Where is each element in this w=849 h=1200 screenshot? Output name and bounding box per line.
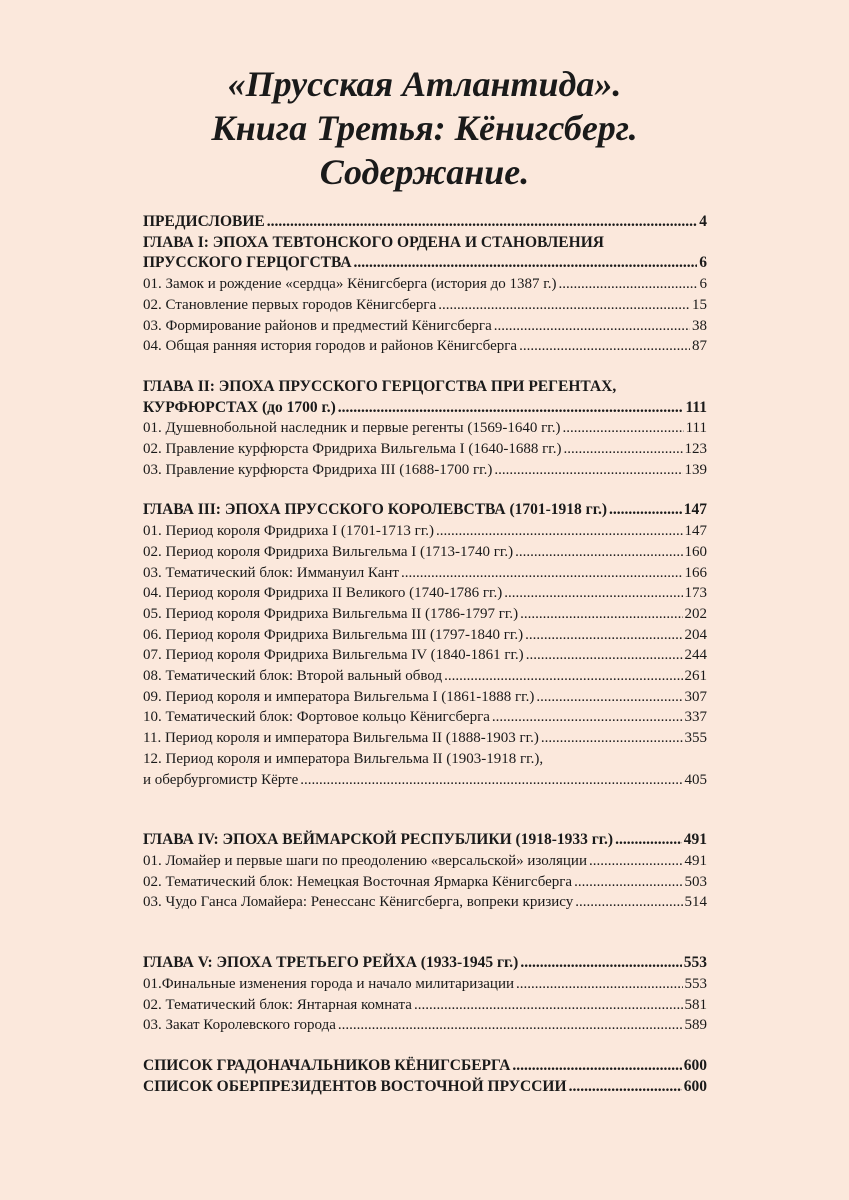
toc-entry-page: 166 <box>684 564 707 581</box>
toc-chapter-1-heading[interactable]: ГЛАВА I: ЭПОХА ТЕВТОНСКОГО ОРДЕНА И СТАНОВЛЕНИЯ <box>143 233 604 251</box>
dot-leader <box>520 604 682 625</box>
spacer <box>143 480 707 500</box>
toc-item[interactable] <box>143 666 707 687</box>
toc-chapter-5[interactable] <box>143 953 707 974</box>
toc-item[interactable] <box>143 295 707 316</box>
toc-entry-page: 307 <box>684 688 707 705</box>
toc-entry-label: 10. Тематический блок: Фортовое кольцо Кёнигсберга <box>143 709 490 726</box>
toc-item[interactable] <box>143 645 707 666</box>
toc-item[interactable] <box>143 563 707 584</box>
toc-entry-label: СПИСОК ГРАДОНАЧАЛЬНИКОВ КЁНИГСБЕРГА <box>143 1056 511 1074</box>
dot-leader <box>569 1077 682 1098</box>
toc-item[interactable] <box>143 707 707 728</box>
toc-item[interactable] <box>143 872 707 893</box>
toc-item[interactable] <box>143 974 707 995</box>
toc-entry-page: 87 <box>692 338 707 355</box>
toc-entry-page: 204 <box>684 626 707 643</box>
toc-entry-page: 123 <box>684 441 707 458</box>
spacer <box>143 790 707 830</box>
toc-entry-page: 111 <box>685 420 707 437</box>
toc-item[interactable] <box>143 274 707 295</box>
toc-item[interactable] <box>143 460 707 481</box>
toc-entry-page: 589 <box>684 1017 707 1034</box>
toc-entry-label: 03. Закат Королевского города <box>143 1017 336 1034</box>
toc-chapter-4[interactable] <box>143 830 707 851</box>
toc-entry-label: 03. Чудо Ганса Ломайера: Ренессанс Кёнигсберга, вопреки кризису <box>143 894 574 911</box>
toc-entry-page: 600 <box>683 1056 707 1074</box>
spacer <box>143 357 707 377</box>
toc-entry-label: 02. Становление первых городов Кёнигсберга <box>143 296 437 313</box>
toc-item[interactable] <box>143 583 707 604</box>
toc-entry-label: 03. Формирование районов и предместий Кёнигсберга <box>143 317 492 334</box>
toc-entry-label: 01. Душевнобольной наследник и первые регенты (1569-1640 гг.) <box>143 420 561 437</box>
toc-entry-label: 01.Финальные изменения города и начало милитаризации <box>143 975 515 992</box>
toc-item[interactable] <box>143 892 707 913</box>
toc-entry-page: 553 <box>683 954 707 972</box>
dot-leader <box>526 645 683 666</box>
toc-entry-page: 514 <box>684 894 707 911</box>
toc-item[interactable] <box>143 1015 707 1036</box>
toc-entry-label: 07. Период короля Фридриха Вильгельма IV (1840-1861 гг.) <box>143 647 524 664</box>
toc-entry-label: ПРЕДИСЛОВИЕ <box>143 213 265 230</box>
toc-entry-page: 147 <box>684 523 707 540</box>
toc-item[interactable] <box>143 521 707 542</box>
toc-entry-label: 06. Период короля Фридриха Вильгельма III (1797-1840 гг.) <box>143 626 524 643</box>
toc-entry-label: ПРУССКОГО ГЕРЦОГСТВА <box>143 254 352 272</box>
dot-leader <box>541 728 683 749</box>
toc-entry-page: 15 <box>692 296 707 313</box>
toc-entry-label: СПИСОК ОБЕРПРЕЗИДЕНТОВ ВОСТОЧНОЙ ПРУССИИ <box>143 1077 567 1095</box>
toc-item[interactable] <box>143 995 707 1016</box>
dot-leader <box>512 1056 681 1077</box>
dot-leader <box>589 851 683 872</box>
dot-leader <box>414 995 683 1016</box>
toc-chapter-2[interactable] <box>143 398 707 419</box>
dot-leader <box>574 872 682 893</box>
toc-entry-label: 02. Правление курфюрста Фридриха Вильгельма I (1640-1688 гг.) <box>143 441 562 458</box>
toc-entry-label: 02. Тематический блок: Немецкая Восточная Ярмарка Кёнигсберга <box>143 873 573 890</box>
title-line-1: «Прусская Атлантида». <box>227 64 622 104</box>
toc-entry-label: 01. Ломайер и первые шаги по преодолению «версальской» изоляции <box>143 852 587 869</box>
dot-leader <box>519 336 690 357</box>
toc-chapter-1[interactable] <box>143 253 707 274</box>
dot-leader <box>575 892 682 913</box>
toc-chapter-2-heading[interactable]: ГЛАВА II: ЭПОХА ПРУССКОГО ГЕРЦОГСТВА ПРИ РЕГЕНТАХ, <box>143 377 617 395</box>
toc-entry-label: 08. Тематический блок: Второй вальный обвод <box>143 668 443 685</box>
toc-entry-label: 02. Тематический блок: Янтарная комната <box>143 996 412 1013</box>
toc-entry-page: 261 <box>684 668 707 685</box>
toc-chapter-3[interactable] <box>143 500 707 521</box>
toc-item[interactable] <box>143 542 707 563</box>
toc-item[interactable] <box>143 687 707 708</box>
toc-entry-page: 38 <box>692 317 707 334</box>
toc-entry-page: 553 <box>684 975 707 992</box>
toc-entry-label: 01. Период короля Фридриха I (1701-1713 гг.) <box>143 523 435 540</box>
toc-entry-label: 03. Тематический блок: Иммануил Кант <box>143 564 399 581</box>
toc-item[interactable] <box>143 336 707 357</box>
dot-leader <box>609 500 682 521</box>
title-line-2: Книга Третья: Кёнигсберг. <box>211 108 638 148</box>
dot-leader <box>444 666 682 687</box>
toc-entry-page: 244 <box>684 647 707 664</box>
toc-entry-label: ГЛАВА III: ЭПОХА ПРУССКОГО КОРОЛЕВСТВА (1701-1918 гг.) <box>143 501 608 519</box>
spacer <box>143 913 707 953</box>
toc-item[interactable] <box>143 625 707 646</box>
dot-leader <box>504 583 682 604</box>
dot-leader <box>492 707 683 728</box>
dot-leader <box>536 687 682 708</box>
table-of-contents <box>143 212 707 1097</box>
toc-entry-page: 160 <box>684 543 707 560</box>
toc-entry-label: 02. Период короля Фридриха Вильгельма I (1713-1740 гг.) <box>143 543 514 560</box>
toc-entry-page: 491 <box>683 831 707 849</box>
dot-leader <box>525 625 682 646</box>
toc-entry-page: 491 <box>684 852 707 869</box>
toc-item[interactable] <box>143 439 707 460</box>
toc-entry-page: 6 <box>699 254 707 272</box>
toc-entry-page: 111 <box>685 398 707 416</box>
dot-leader <box>516 974 682 995</box>
toc-entry-label: ГЛАВА V: ЭПОХА ТРЕТЬЕГО РЕЙХА (1933-1945 гг.) <box>143 954 519 972</box>
toc-entry-label: 09. Период короля и императора Вильгельма I (1861-1888 гг.) <box>143 688 535 705</box>
toc-item-12-line-1[interactable]: 12. Период короля и императора Вильгельма II (1903-1918 гг.), <box>143 750 544 767</box>
toc-entry-page: 581 <box>684 996 707 1013</box>
toc-entry-label: и обербургомистр Кёрте <box>143 771 299 788</box>
dot-leader <box>438 295 690 316</box>
dot-leader <box>515 542 682 563</box>
toc-entry-label: 05. Период короля Фридриха Вильгельма II (1786-1797 гг.) <box>143 605 519 622</box>
toc-entry-page: 405 <box>684 771 707 788</box>
toc-entry-page: 600 <box>683 1077 707 1095</box>
toc-item[interactable] <box>143 418 707 439</box>
toc-item[interactable] <box>143 851 707 872</box>
dot-leader <box>520 953 681 974</box>
title-line-3: Содержание. <box>319 152 530 192</box>
toc-entry-page: 4 <box>699 213 707 230</box>
dot-leader <box>267 212 698 233</box>
toc-mayors-list[interactable] <box>143 1056 707 1077</box>
spacer <box>143 1036 707 1056</box>
toc-entry-page: 139 <box>684 461 707 478</box>
dot-leader <box>300 770 682 791</box>
toc-entry-label: 03. Правление курфюрста Фридриха III (1688-1700 гг.) <box>143 461 493 478</box>
dot-leader <box>338 398 684 419</box>
dot-leader <box>615 830 682 851</box>
toc-presidents-list[interactable] <box>143 1077 707 1098</box>
toc-entry-page: 6 <box>699 276 707 293</box>
dot-leader <box>338 1015 683 1036</box>
toc-item[interactable] <box>143 316 707 337</box>
toc-entry-page: 202 <box>684 605 707 622</box>
dot-leader <box>494 460 682 481</box>
toc-item[interactable] <box>143 728 707 749</box>
dot-leader <box>494 316 690 337</box>
toc-item[interactable] <box>143 770 707 791</box>
toc-entry-page: 147 <box>683 501 707 519</box>
dot-leader <box>559 274 698 295</box>
toc-entry-page: 503 <box>684 873 707 890</box>
toc-preface[interactable] <box>143 212 707 233</box>
dot-leader <box>436 521 682 542</box>
toc-entry-label: ГЛАВА IV: ЭПОХА ВЕЙМАРСКОЙ РЕСПУБЛИКИ (1918-1933 гг.) <box>143 831 614 849</box>
toc-entry-page: 355 <box>684 730 707 747</box>
toc-entry-page: 173 <box>684 585 707 602</box>
toc-entry-label: 01. Замок и рождение «сердца» Кёнигсберга (история до 1387 г.) <box>143 276 557 293</box>
toc-entry-label: КУРФЮРСТАХ (до 1700 г.) <box>143 398 336 416</box>
toc-entry-label: 04. Общая ранняя история городов и районов Кёнигсберга <box>143 338 518 355</box>
page-title <box>0 62 849 194</box>
toc-item[interactable] <box>143 604 707 625</box>
dot-leader <box>401 563 683 584</box>
dot-leader <box>563 439 682 460</box>
toc-entry-page: 337 <box>684 709 707 726</box>
dot-leader <box>562 418 683 439</box>
toc-entry-label: 11. Период короля и императора Вильгельма II (1888-1903 гг.) <box>143 730 539 747</box>
toc-entry-label: 04. Период короля Фридриха II Великого (1740-1786 гг.) <box>143 585 503 602</box>
dot-leader <box>354 253 698 274</box>
